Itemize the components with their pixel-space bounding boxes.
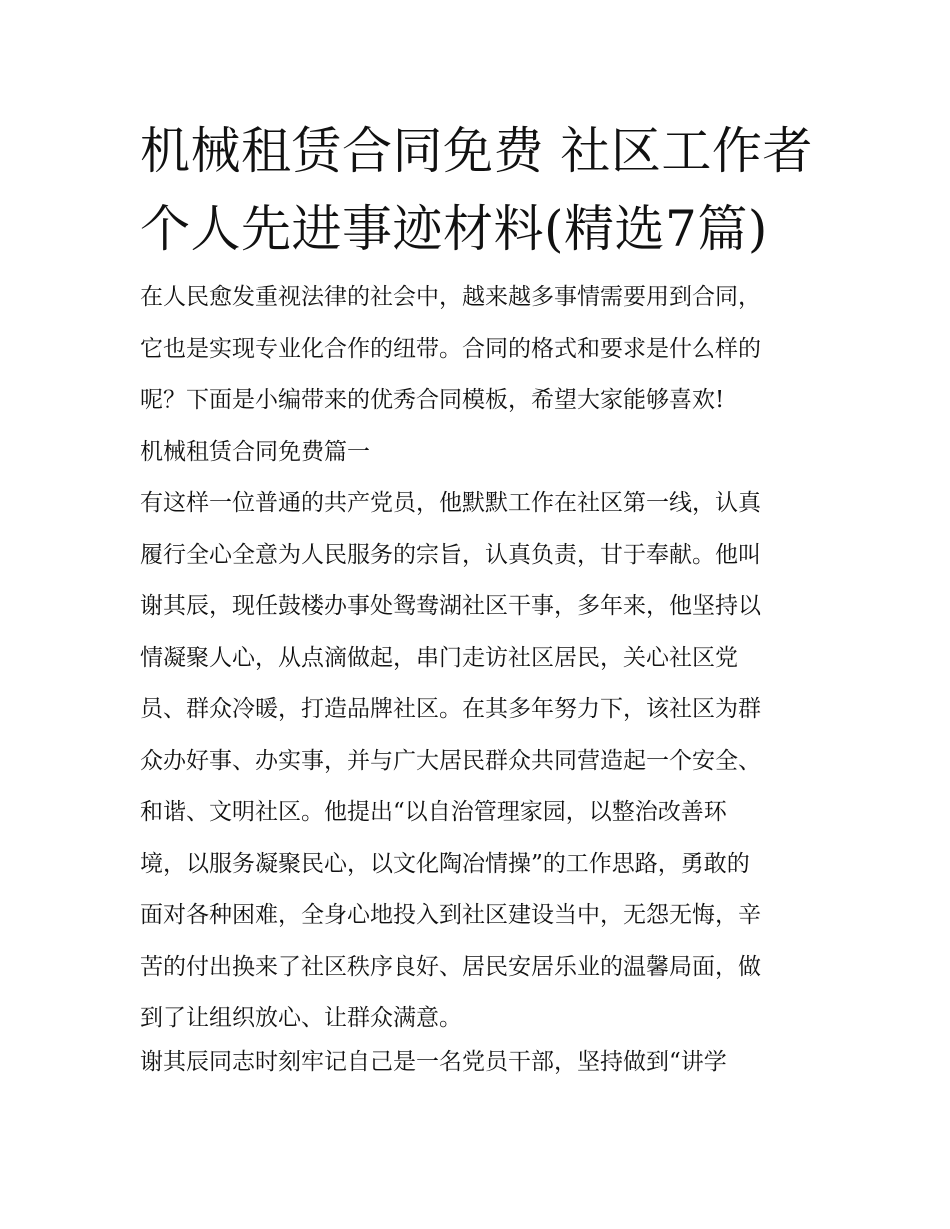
intro-paragraph: 在人民愈发重视法律的社会中，越来越多事情需要用到合同， 它也是实现专业化合作的纽带。合同的格式和要求是什么样的 呢？下面是小编带来的优秀合同模板，希望大家能够喜欢!: [140, 284, 761, 413]
body-paragraph: 有这样一位普通的共产党员，他默默工作在社区第一线，认真 履行全心全意为人民服务的宗旨，认真负责，甘于奉献。他叫 谢其辰，现任鼓楼办事处鸳鸯湖社区干事，多年来，他坚持以 情凝聚人心，从点滴做起，串门走访社区居民，关心社区党 员、群众冷暖，打造品牌社区。在其多年努力下，该社区为群 众办好事、办实事，并与广大居民群众共同营造起一个安全、 和谐、文明社区。他提出“以自治管理家园，以整治改善环 境，以服务凝聚民心，以文化陶冶情操”的工作思路，勇敢的 面对各种困难，全身心地投入到社区建设当中，无怨无悔，辛 苦的付出换来了社区秩序良好、居民安居乐业的温馨局面，做 到了让组织放心、让群众满意。: [140, 490, 761, 1031]
body-paragraph: 谢其辰同志时刻牢记自己是一名党员干部，坚持做到“讲学: [140, 1049, 727, 1075]
document-title: 机械租赁合同免费 社区工作者 个人先进事迹材料(精选7篇): [140, 122, 813, 258]
section-heading: 机械租赁合同免费篇一: [140, 439, 370, 465]
